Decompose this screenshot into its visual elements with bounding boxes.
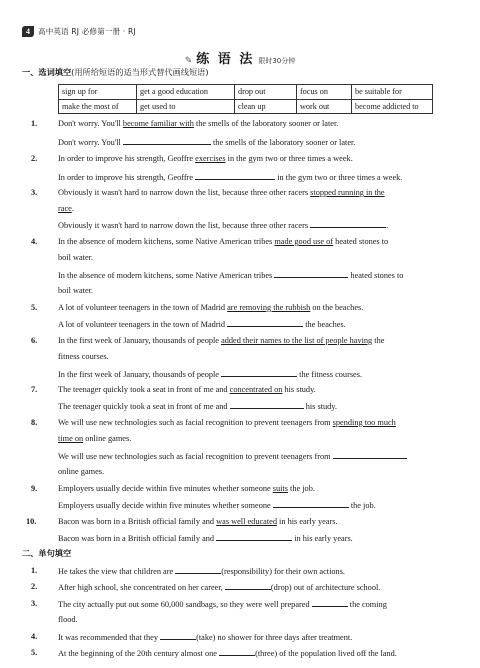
text: online games. [83, 434, 132, 443]
text: in his early years. [292, 534, 353, 543]
table-cell: drop out [235, 85, 297, 100]
sentence-original [58, 302, 450, 314]
answer-blank[interactable] [274, 269, 348, 278]
item-number: 4. [31, 237, 38, 246]
text: on the beaches. [310, 303, 364, 312]
text: Employers usually decide within five minutes whether someone [58, 484, 273, 493]
underlined-phrase: added their names to the list of people having [221, 336, 373, 345]
section-2-heading: 二、单句填空 [22, 548, 72, 558]
answer-blank[interactable] [221, 368, 297, 377]
text: Employers usually decide within five minutes whether someone [58, 501, 273, 510]
text: the job. [287, 484, 315, 493]
text: (drop) out of architecture school. [270, 583, 381, 592]
fill-sentence [58, 598, 450, 611]
sentence-original-cont [58, 203, 450, 215]
text: In the first week of January, thousands of people [58, 336, 222, 345]
text: his study. [282, 385, 316, 394]
answer-blank[interactable] [195, 171, 275, 180]
pen-icon: ✎ [184, 55, 193, 65]
answer-blank[interactable] [333, 450, 407, 459]
text: In order to improve his strength, Geoffre [58, 154, 196, 163]
table-cell: clean up [235, 99, 297, 114]
underlined-phrase: suits [272, 484, 288, 493]
item-number: 1. [31, 566, 38, 575]
table-row [59, 99, 433, 114]
text: the smells of the laboratory sooner or later. [193, 119, 339, 128]
text: The city actually put out some 60,000 sandbags, so they were well prepared [58, 600, 312, 609]
text: in the gym two or three times a week. [225, 154, 353, 163]
section-1-note: (用所给短语的适当形式替代画线短语) [71, 67, 209, 77]
text: Obviously it wasn't hard to narrow down the list, because three other racers [58, 221, 311, 230]
sentence-original [58, 516, 450, 528]
sentence-rewrite [58, 499, 450, 512]
answer-blank[interactable] [225, 581, 271, 590]
text: The teenager quickly took a seat in front of me and [58, 402, 230, 411]
sentence-rewrite-cont: boil water. [58, 286, 94, 295]
text: the beaches. [303, 320, 346, 329]
table-cell: be suitable for [352, 85, 433, 100]
sentence-original [58, 417, 450, 429]
item-number: 10. [26, 517, 37, 526]
table-cell: become addicted to [352, 99, 433, 114]
item-number: 5. [31, 303, 38, 312]
item-number: 5. [31, 648, 38, 657]
text: We will use new technologies such as facial recognition to prevent teenagers from [58, 452, 333, 461]
item-number: 7. [31, 385, 38, 394]
title-row [0, 48, 480, 67]
item-number: 3. [31, 188, 38, 197]
text: Don't worry. You'll [58, 138, 123, 147]
underlined-phrase: race [58, 204, 72, 213]
sentence-rewrite-cont: online games. [58, 467, 105, 476]
underlined-phrase: are removing the rubbish [227, 303, 311, 312]
text: At the beginning of the 20th century almost one [58, 649, 220, 658]
book-title: 高中英语 RJ 必修第一册 · RJ [38, 26, 136, 36]
text: the fitness courses. [297, 370, 363, 379]
text: in the gym two or three times a week. [275, 173, 403, 182]
text: It was recommended that they [58, 633, 161, 642]
text: In the absence of modern kitchens, some Native American tribes [58, 271, 275, 280]
table-cell: get a good education [137, 85, 235, 100]
sentence-rewrite [58, 136, 450, 149]
table-row [59, 85, 433, 100]
page-number: 4 [22, 26, 34, 37]
text: Bacon was born in a British official family and [58, 517, 217, 526]
text: A lot of volunteer teenagers in the town of Madrid [58, 320, 228, 329]
text: He takes the view that children are [58, 567, 176, 576]
fill-sentence [58, 631, 450, 644]
fill-sentence [58, 647, 450, 660]
text: The teenager quickly took a seat in front of me and [58, 385, 230, 394]
text: (responsibility) for their own actions. [221, 567, 346, 576]
underlined-phrase: concentrated on [229, 385, 283, 394]
text: Bacon was born in a British official family and [58, 534, 217, 543]
text: In order to improve his strength, Geoffre [58, 173, 196, 182]
underlined-phrase: made good use of [274, 237, 334, 246]
text: Obviously it wasn't hard to narrow down the list, because three other racers [58, 188, 311, 197]
sentence-original [58, 236, 450, 248]
text: the coming [347, 600, 387, 609]
answer-blank[interactable] [175, 565, 221, 574]
text: heated stones to [333, 237, 389, 246]
sentence-original [58, 118, 450, 130]
text: In the first week of January, thousands of people [58, 370, 222, 379]
table-cell: focus on [297, 85, 352, 100]
underlined-phrase: exercises [195, 154, 226, 163]
sentence-original [58, 335, 450, 347]
sentence-rewrite [58, 219, 450, 232]
answer-blank[interactable] [273, 499, 349, 508]
sentence-original [58, 483, 450, 495]
fill-sentence [58, 565, 450, 578]
underlined-phrase: was well educated [216, 517, 277, 526]
sentence-original-cont: boil water. [58, 253, 94, 262]
sentence-original [58, 153, 450, 165]
answer-blank[interactable] [219, 647, 255, 656]
phrase-table [58, 84, 433, 114]
text: After high school, she concentrated on her career, [58, 583, 225, 592]
underlined-phrase: stopped running in the [310, 188, 385, 197]
sentence-original [58, 384, 450, 396]
text: heated stones to [348, 271, 404, 280]
table-cell: get used to [137, 99, 235, 114]
item-number: 2. [31, 582, 38, 591]
table-cell: sign up for [59, 85, 137, 100]
section-1-label: 一、选词填空 [22, 67, 72, 77]
section-1-heading [22, 67, 209, 78]
answer-blank[interactable] [310, 219, 389, 230]
sentence-rewrite [58, 400, 450, 413]
item-number: 2. [31, 154, 38, 163]
item-number: 4. [31, 632, 38, 641]
text: . [71, 204, 74, 213]
text: in his early years. [276, 517, 338, 526]
text: his study. [303, 402, 337, 411]
text: the job. [348, 501, 376, 510]
sentence-original [58, 187, 450, 199]
answer-blank[interactable] [216, 532, 292, 541]
sentence-rewrite [58, 532, 450, 545]
item-number: 3. [31, 599, 38, 608]
page-header [22, 24, 136, 38]
sentence-original-cont: fitness courses. [58, 352, 109, 361]
text: . [386, 221, 389, 230]
underlined-phrase: spending too much [332, 418, 396, 427]
sentence-rewrite [58, 318, 450, 331]
answer-blank[interactable] [160, 631, 196, 640]
sentence-rewrite [58, 450, 450, 463]
page-title: 练 语 法 [196, 52, 255, 67]
table-cell: work out [297, 99, 352, 114]
text: (three) of the population lived off the land. [255, 649, 397, 658]
table-cell: make the most of [59, 99, 137, 114]
text: In the absence of modern kitchens, some Native American tribes [58, 237, 275, 246]
text: We will use new technologies such as facial recognition to prevent teenagers from [58, 418, 333, 427]
fill-sentence [58, 581, 450, 594]
answer-blank[interactable] [123, 136, 211, 145]
underlined-phrase: time on [58, 434, 84, 443]
item-number: 8. [31, 418, 38, 427]
answer-blank[interactable] [230, 400, 304, 409]
sentence-rewrite [58, 269, 450, 282]
text: Don't worry. You'll [58, 119, 123, 128]
answer-blank[interactable] [312, 598, 348, 607]
text: the smells of the laboratory sooner or later. [210, 138, 356, 147]
underlined-phrase: become familiar with [122, 119, 194, 128]
text: (take) no shower for three days after treatment. [196, 633, 353, 642]
item-number: 9. [31, 484, 38, 493]
time-limit: 限时30分钟 [258, 57, 296, 65]
text: the [372, 336, 385, 345]
item-number: 6. [31, 336, 38, 345]
text: A lot of volunteer teenagers in the town of Madrid [58, 303, 228, 312]
sentence-original-cont [58, 433, 450, 445]
item-number: 1. [31, 119, 38, 128]
sentence-rewrite [58, 368, 450, 381]
answer-blank[interactable] [227, 318, 303, 327]
sentence-rewrite [58, 171, 450, 184]
fill-sentence-cont: flood. [58, 615, 78, 624]
